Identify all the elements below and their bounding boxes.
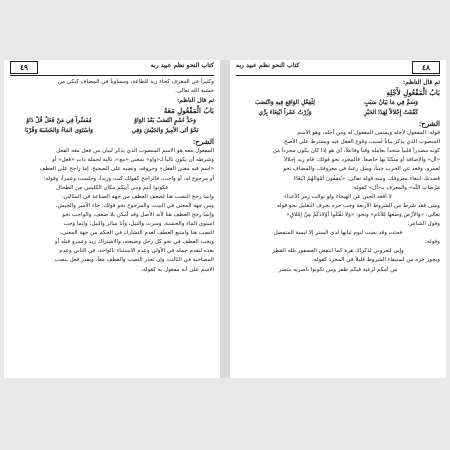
chapter-title: بَابُ الْمَفْعُولِ مَعَهُ <box>163 106 214 116</box>
text-line: ويجب العطف في نحو كل رجل وضيعته، والاشتراك زيد وعمرو قبله أو <box>54 239 214 246</box>
chapter-title: الشرح: <box>418 119 440 129</box>
text-line: ومن جهة المعنى في البيت، والمرجوح نحو قولك: جاء الأمير والجيش، <box>55 202 214 209</box>
text-line: وشرطه أن يكون تالياً لـ«واو» بمعنى «مع»، تالية لجملة ذات «فعل» أو <box>52 157 214 164</box>
section-heading: ثم قال الناظم: <box>176 97 214 105</box>
page-body <box>236 78 440 376</box>
running-title: كتاب النحو نظم عبيد ربه <box>150 62 214 69</box>
poetry-line: وإني لتعروني لذكراك هزة كما انتفض العصفور بلله القطر <box>272 248 404 255</box>
text-line: وإنما رجح النصب هنا لضعف العطف من جهة الصناعة في المثالين، <box>61 193 214 200</box>
text-line: خشية الله تعالى. <box>175 88 214 95</box>
verse-hemistich-second: وَاسْتَوَى المَاءُ وَالخَشَبَةَ وَقُرْبَا <box>24 128 93 135</box>
text-line: وقول الشاعر: <box>407 221 440 228</box>
verse-line <box>10 126 214 136</box>
text-line: أو مرجوح له، أو واجب، فالراجح كقولك كنت وزيداً، وجلست وعمراً، وقوله: <box>43 175 214 182</box>
text-line: وإنما رجح العطف هنا لأنه الأصل وقد أمكن بلا ضعف، والواجب نحو <box>62 211 214 218</box>
text-line: بعده لتقدم جملة في الأولى وعدم الاستثناء بالواحد، في الثاني وعدم <box>59 248 214 255</box>
text-line: قصدتك ابتغاء معروفك، ومنه قوله تعالى: «يُنفِقُونَ أَمْوَالَهُمُ ابْتِغَاءَ <box>293 175 440 182</box>
text-line: وكثيراً في المعرف كجاء زيد للطاعة، ومساوياً في المضاف كبكى من <box>57 79 214 85</box>
verse-hemistich-second: لِلْفِعْلِ الوَاقِعِ فِيهِ وَانْتَصَبَ <box>255 100 315 107</box>
page-body <box>10 78 214 376</box>
page-header <box>10 62 214 76</box>
left-page <box>4 60 220 378</box>
poetry-line: فجئت وقد نضت لنوم ثيابها لدى الستر إلا لبسة المتفضل <box>273 230 403 237</box>
verse-hemistich-first: وَسَمِّ فِي مَا بَيَانُ سَبَبٍ <box>364 100 418 107</box>
chapter-title: الشرح: <box>192 137 214 147</box>
verse-line <box>10 116 214 126</box>
text-line: ومتى فقد شرط من الشروط الأربعة وجب جره بحرف التعليل نحو قوله <box>276 202 440 209</box>
text-line: مَرْضَاتِ اللَّهِ» والمعرف بـ«أل» كقوله: <box>352 184 440 191</box>
verse-line <box>236 108 440 118</box>
section-heading: ثم قال الناظم: <box>402 79 440 86</box>
verse-hemistich-second: وَزُرْتُ عَمْراً ابْتِغَاءَ بِرِّي <box>258 110 312 117</box>
text-line: المفعول معه هو الاسم المنصوب الذي يذكر لبيان من فعل معه الفعل <box>56 148 214 155</box>
text-line: تعالى: «وَالأَرْضَ وَضَعَهَا لِلأَنَامِ» ونحو: «وَلا تَقْتُلُوا أَوْلادَكُمْ مِنْ إِمْلاقٍ» <box>286 211 440 218</box>
chapter-title: بَابُ الْمَفْعُولِ لأَجْلِهِ <box>386 88 440 98</box>
verse-hemistich-first: نَحْوُ أَتَى الأَمِيرُ وَالجَيْشَ وَفِي <box>131 128 199 135</box>
text-line: «أل» والإضافة أو منكبًا بها خاضعاً. فالمجرد نحو قولك: قام زيد إجلالاً <box>284 157 440 164</box>
text-line: كونه مصدراً قلبياً متحداً بعامله وقتاً وفاعلاً، أي هو إذا كان يكون مجرداً من <box>272 148 440 155</box>
running-title: كتاب النحو نظم عبيد ربه <box>236 62 300 69</box>
poetry-line: من أمكم لرغبة فيكم ظفر ومن تكونوا ناصريه ينتصر <box>278 266 398 273</box>
text-line: وقوله: <box>425 239 440 246</box>
book-spread <box>4 60 446 378</box>
text-line: الاسم على أنه مفعول به كقوله: <box>140 266 214 273</box>
text-line: النصب هنا وامتنع العطف لعدم التشارك في الحكم من جهة المعنى، <box>60 230 214 237</box>
page-header <box>236 62 440 76</box>
page-gutter <box>220 60 230 378</box>
poetry-line: لا أقعد الجبن عن الهيجاء ولو توالت زمر الأعداء <box>284 193 392 200</box>
text-line: المصاحبة في الثالث، وإن تعذر النصب والعطف معاً، ويقدر فعل ينصب <box>54 257 214 264</box>
verse-line <box>236 98 440 108</box>
text-line: لعمرو، وقعد عن الحرب جبناً، ومثل رغبةً في معروفك، والمضاف نحو <box>283 166 440 173</box>
verse-hemistich-first: وَحَدُّ اسْمٍ انْتَصَبْ بَعْدَ الوَاوْ <box>134 118 196 125</box>
right-page <box>230 60 446 378</box>
page-number: ٤٨ <box>412 61 440 74</box>
text-line: ويجوز جره من استيفاء الشروط قليلاً في المجرد كقوله: <box>312 257 440 264</box>
text-line: استوى الماء والخشبة، وسرت والنيل، وأنا سائر والنيل، وإنما وجب <box>63 221 214 228</box>
text-line: «اسم فيه معنى الفعل» وحروفه، ونصبه على الصحيح. إما راجح على العطف <box>39 166 214 173</box>
verse-hemistich-first: كَقُمْتُ إِجْلالاً لِهَذَا الحَبْرِ <box>364 110 418 117</box>
text-line: المنصوب الذي يذكر بياناً لسبب وقوع الفعل فيه ويشترط على الأصح <box>283 139 440 146</box>
text-line: قوله: المفعول لأجله ويسمى المفعول له ومن أجله، وهو الاسم <box>297 130 440 137</box>
poetry-line: فكونوا أنتم وبني أبيكم مكان الكليتين من الطحال <box>56 184 168 191</box>
page-number: ٤٩ <box>10 61 38 74</box>
verse-hemistich-second: مُفَسِّراً فِي مَنْ فَعَلْ قُلْ ذَاوْ <box>26 118 92 125</box>
